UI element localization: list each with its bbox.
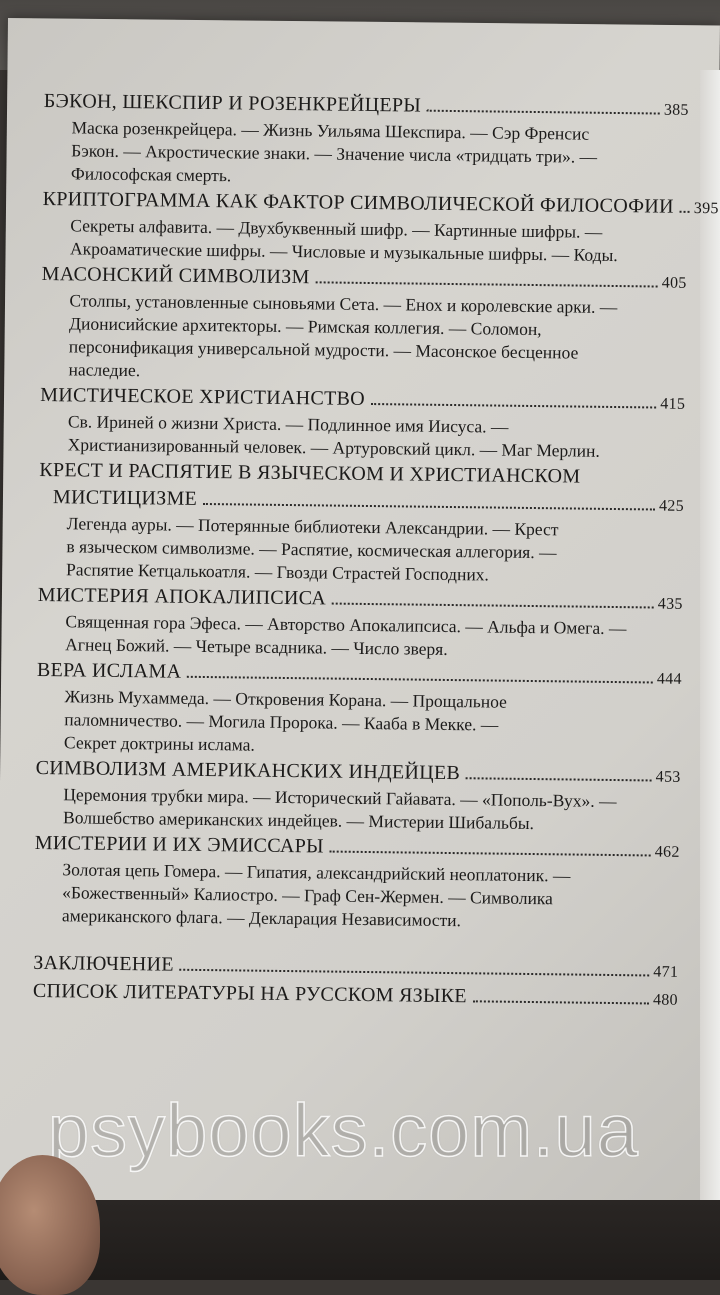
subtopic-line: Христианизированный человек. — Артуровский цикл. — Маг Мерлин.	[67, 434, 600, 461]
toc-heading-title: МИСТЕРИЯ АПОКАЛИПСИСА	[37, 583, 327, 610]
toc-entry	[36, 657, 682, 762]
page-number: 425	[658, 497, 685, 515]
toc-entry	[37, 582, 683, 664]
dot-leader	[180, 969, 650, 977]
page-number: 405	[661, 274, 687, 292]
page-number: 453	[655, 768, 681, 786]
page-number: 462	[654, 843, 680, 861]
toc-entry	[42, 186, 719, 268]
page-number: 444	[656, 670, 682, 688]
subtopic-line: Секрет доктрины ислама.	[63, 732, 255, 755]
page-edge	[700, 70, 720, 1200]
subtopic-line: Философская смерть.	[70, 163, 232, 186]
subtopic-line: Акроаматические шифры. — Числовые и музыкальные шифры. — Коды.	[69, 238, 618, 266]
dot-leader	[316, 281, 658, 287]
page-number: 385	[663, 101, 689, 119]
dot-leader	[187, 676, 653, 684]
dot-leader	[680, 211, 690, 213]
toc-heading-title: МИСТЕРИИ И ИХ ЭМИССАРЫ	[34, 831, 324, 858]
page-number: 415	[660, 395, 686, 413]
toc-subtopics	[35, 783, 681, 837]
subtopic-line: Секреты алфавита. — Двухбуквенный шифр. — Картинные шифры. —	[70, 215, 603, 242]
watermark: psybooks.com.ua	[48, 1089, 639, 1172]
page-number: 480	[652, 991, 679, 1009]
toc-subtopics	[37, 610, 683, 664]
toc-subtopics	[43, 116, 689, 193]
subtopic-line: Волшебство американских индейцев. — Мистерии Шибальбы.	[62, 807, 535, 834]
subtopic-line: Церемония трубки мира. — Исторический Гайавата. — «Пополь-Вух». —	[63, 784, 617, 812]
subtopic-line: в языческом символизме. — Распятие, космическая аллегория. —	[66, 536, 557, 563]
dot-leader	[466, 777, 652, 781]
subtopic-line: Маска розенкрейцера. — Жизнь Уильяма Шекспира. — Сэр Френсис	[71, 117, 590, 144]
subtopic-line: Легенда ауры. — Потерянные библиотеки Александрии. — Крест	[66, 513, 559, 540]
page-number: 395	[693, 199, 719, 218]
subtopic-line: персонификация универсальной мудрости. — Масонское бесценное	[68, 336, 579, 363]
toc-heading-title: ВЕРА ИСЛАМА	[36, 658, 182, 683]
toc-heading-title: ЗАКЛЮЧЕНИЕ	[33, 951, 174, 976]
toc-heading-title: МИСТИЦИЗМЕ	[52, 486, 198, 510]
toc-heading-title: КРИПТОГРАММА КАК ФАКТОР СИМВОЛИЧЕСКОЙ ФИЛОСОФИИ	[42, 187, 674, 218]
subtopic-line: «Божественный» Калиостро. — Граф Сен-Жермен. — Символика	[62, 882, 554, 909]
toc-subtopics	[40, 410, 686, 464]
subtopic-line: Дионисийские архитекторы. — Римская коллегия. — Соломон,	[69, 313, 542, 340]
toc-entry	[38, 457, 684, 589]
subtopic-line: Св. Ириней о жизни Христа. — Подлинное имя Иисуса. —	[67, 411, 509, 437]
dot-leader	[371, 403, 656, 408]
toc-entry	[40, 382, 686, 464]
toc-entry	[35, 755, 681, 837]
toc-entry	[34, 830, 680, 935]
toc-heading-title: СИМВОЛИЗМ АМЕРИКАНСКИХ ИНДЕЙЦЕВ	[35, 756, 461, 785]
subtopic-line: Распятие Кетцалькоатля. — Гвозди Страстей Господних.	[65, 559, 490, 585]
dot-leader	[203, 503, 655, 511]
toc-heading-title: МАСОНСКИЙ СИМВОЛИЗМ	[41, 262, 310, 289]
background-bottom	[0, 1200, 720, 1280]
subtopic-line: Столпы, установленные сыновьями Сета. — Енох и королевские арки. —	[69, 290, 618, 318]
subtopic-line: Бэкон. — Акростические знаки. — Значение числа «тридцать три». —	[71, 140, 598, 167]
toc-subtopics	[40, 289, 686, 389]
dot-leader	[332, 603, 654, 609]
subtopic-line: американского флага. — Декларация Независимости.	[61, 905, 462, 931]
subtopic-line: наследие.	[68, 359, 141, 381]
subtopic-line: паломничество. — Могила Пророка. — Кааба в Мекке. —	[64, 709, 499, 735]
dot-leader	[330, 851, 651, 857]
toc-entry	[43, 88, 689, 193]
dot-leader	[427, 110, 660, 115]
page-number: 471	[653, 963, 679, 981]
subtopic-line: Жизнь Мухаммеда. — Откровения Корана. — Прощальное	[64, 686, 508, 712]
toc-entry	[40, 261, 686, 389]
subtopic-line: Золотая цепь Гомера. — Гипатия, александрийский неоплатоник. —	[62, 859, 571, 886]
dot-leader	[473, 1000, 649, 1004]
toc-subtopics	[38, 512, 684, 589]
subtopic-line: Священная гора Эфеса. — Авторство Апокалипсиса. — Альфа и Омега. —	[65, 611, 627, 639]
page-number: 435	[657, 595, 683, 613]
toc-heading-title: БЭКОН, ШЕКСПИР И РОЗЕНКРЕЙЦЕРЫ	[43, 89, 422, 117]
table-of-contents	[32, 88, 719, 1014]
toc-subtopics	[34, 858, 680, 935]
toc-heading-title: МИСТИЧЕСКОЕ ХРИСТИАНСТВО	[40, 383, 366, 410]
toc-subtopics	[36, 685, 682, 762]
toc-heading-title: СПИСОК ЛИТЕРАТУРЫ НА РУССКОМ ЯЗЫКЕ	[32, 979, 468, 1008]
toc-heading-title: КРЕСТ И РАСПЯТИЕ В ЯЗЫЧЕСКОМ И ХРИСТИАНСКОМ	[39, 458, 581, 488]
subtopic-line: Агнец Божий. — Четыре всадника. — Число зверя.	[65, 634, 448, 659]
toc-subtopics	[42, 214, 688, 268]
